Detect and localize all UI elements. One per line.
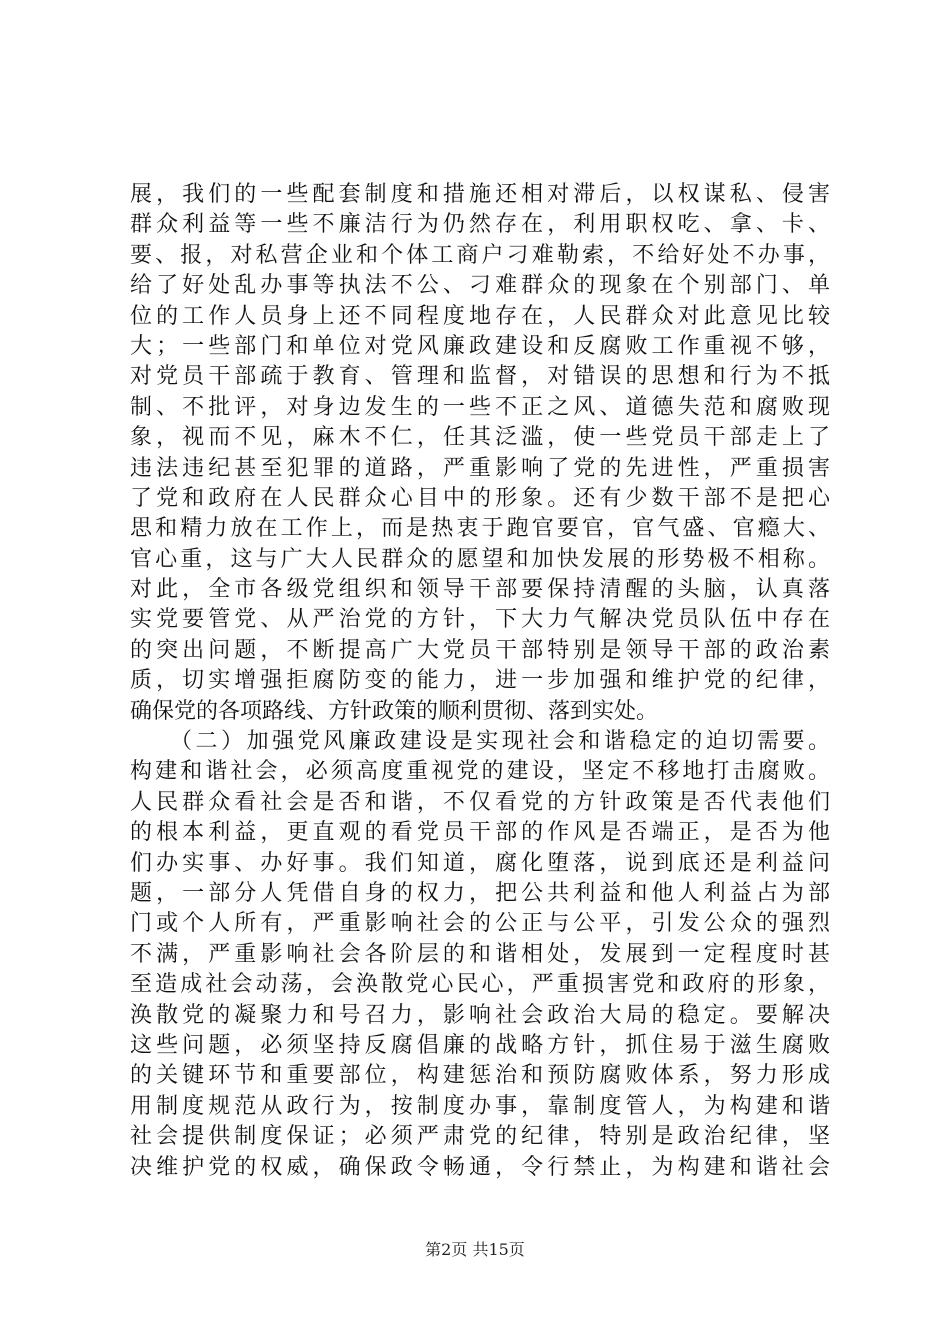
text-line: 对党员干部疏于教育、管理和监督，对错误的思想和行为不抵	[130, 364, 830, 390]
page-footer: 第2页 共15页	[425, 1240, 525, 1259]
text-line: 社会提供制度保证；必须严肃党的纪律，特别是政治纪律，坚	[130, 1124, 830, 1150]
text-line: 涣散党的凝聚力和号召力，影响社会政治大局的稳定。要解决	[130, 1002, 830, 1028]
text-line: 的突出问题，不断提高广大党员干部特别是领导干部的政治素	[130, 637, 830, 663]
text-line: 们办实事、办好事。我们知道，腐化堕落，说到底还是利益问	[130, 850, 830, 876]
text-line: 题，一部分人凭借自身的权力，把公共利益和他人利益占为部	[130, 880, 830, 906]
text-line: 的根本利益，更直观的看党员干部的作风是否端正，是否为他	[130, 820, 830, 846]
text-line: 给了好处乱办事等执法不公、刁难群众的现象在个别部门、单	[130, 273, 830, 299]
text-line: 至造成社会动荡，会涣散党心民心，严重损害党和政府的形象，	[130, 972, 830, 998]
paragraph-end-line: 确保党的各项路线、方针政策的顺利贯彻、落到实处。	[130, 698, 659, 724]
text-line: 群众利益等一些不廉洁行为仍然存在，利用职权吃、拿、卡、	[130, 212, 830, 238]
text-line: 象，视而不见，麻木不仁，任其泛滥，使一些党员干部走上了	[130, 425, 830, 451]
text-line: 要、报，对私营企业和个体工商户刁难勒索，不给好处不办事，	[130, 242, 830, 268]
text-line: 构建和谐社会，必须高度重视党的建设，坚定不移地打击腐败。	[130, 759, 830, 785]
text-line: 决维护党的权威，确保政令畅通，令行禁止，为构建和谐社会	[130, 1154, 830, 1180]
text-line: 实党要管党、从严治党的方针，下大力气解决党员队伍中存在	[130, 607, 830, 633]
text-line: 大；一些部门和单位对党风廉政建设和反腐败工作重视不够，	[130, 333, 830, 359]
text-line: 展，我们的一些配套制度和措施还相对滞后，以权谋私、侵害	[130, 182, 830, 207]
text-line: 门或个人所有，严重影响社会的公正与公平，引发公众的强烈	[130, 911, 830, 937]
text-line: 官心重，这与广大人民群众的愿望和加快发展的形势极不相称。	[130, 546, 830, 572]
text-line: 质，切实增强拒腐防变的能力，进一步加强和维护党的纪律，	[130, 668, 830, 694]
text-line: 的关键环节和重要部位，构建惩治和预防腐败体系，努力形成	[130, 1063, 830, 1089]
text-line: 了党和政府在人民群众心目中的形象。还有少数干部不是把心	[130, 485, 830, 511]
text-line: 人民群众看社会是否和谐，不仅看党的方针政策是否代表他们	[130, 789, 830, 815]
text-line: 位的工作人员身上还不同程度地存在，人民群众对此意见比较	[130, 303, 830, 329]
section-heading-line: （二）加强党风廉政建设是实现社会和谐稳定的迫切需要。	[130, 729, 830, 755]
document-body	[130, 180, 830, 1183]
text-line: 违法违纪甚至犯罪的道路，严重影响了党的先进性，严重损害	[130, 455, 830, 481]
text-line: 对此，全市各级党组织和领导干部要保持清醒的头脑，认真落	[130, 577, 830, 603]
text-line: 用制度规范从政行为，按制度办事，靠制度管人，为构建和谐	[130, 1093, 830, 1119]
text-line: 这些问题，必须坚持反腐倡廉的战略方针，抓住易于滋生腐败	[130, 1032, 830, 1058]
text-line: 不满，严重影响社会各阶层的和谐相处，发展到一定程度时甚	[130, 941, 830, 967]
text-line: 制、不批评，对身边发生的一些不正之风、道德失范和腐败现	[130, 394, 830, 420]
text-line: 思和精力放在工作上，而是热衷于跑官要官，官气盛、官瘾大、	[130, 516, 830, 542]
